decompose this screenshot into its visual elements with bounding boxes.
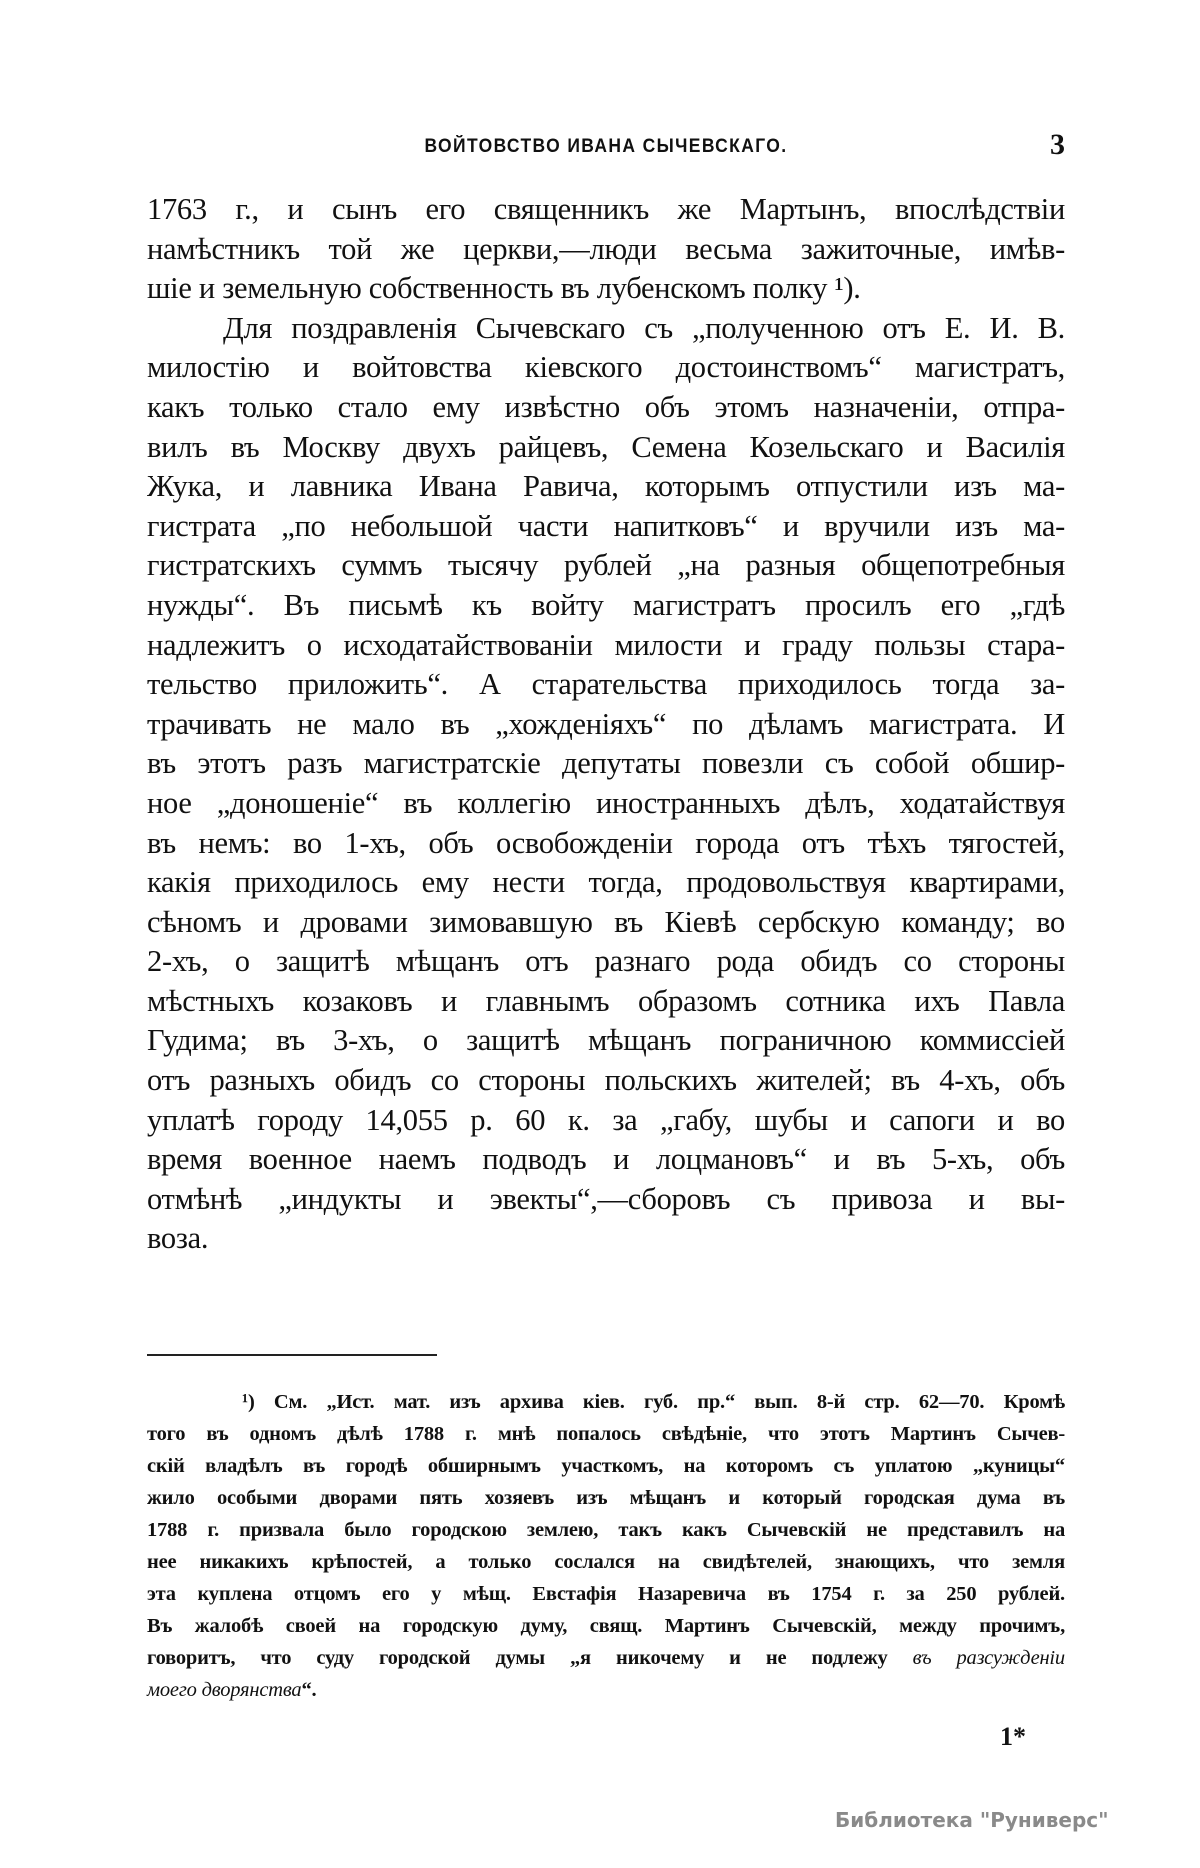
text-line: въ этотъ разъ магистратскіе депутаты повезли съ собой обшир- <box>147 746 1065 781</box>
text-line: гистрата „по небольшой части напитковъ“ и вручили изъ ма- <box>147 508 1065 543</box>
page-number: 3 <box>1050 128 1065 161</box>
text-line: 2-хъ, о защитѣ мѣщанъ отъ разнаго рода обидъ со стороны <box>147 944 1065 979</box>
text-line: отмѣнѣ „индукты и эвекты“,—сборовъ съ привоза и вы- <box>147 1181 1065 1216</box>
text-line: Гудима; въ 3-хъ, о защитѣ мѣщанъ пограничною коммиссіей <box>147 1023 1065 1058</box>
text-line: шіе и земельную собственность въ лубенскомъ полку ¹). <box>147 271 861 306</box>
footnote-line <box>147 1674 1065 1706</box>
footnote-line <box>147 1642 1065 1674</box>
footnote-italic-text: моего дворянства <box>147 1679 302 1701</box>
text-line: Для поздравленія Сычевскаго съ „полученною отъ Е. И. В. <box>223 310 1065 345</box>
text-line: въ немъ: во 1-хъ, объ освобожденіи города отъ тѣхъ тягостей, <box>147 825 1065 860</box>
signature-mark: 1* <box>1000 1722 1026 1751</box>
running-title: ВОЙТОВСТВО ИВАНА СЫЧЕВСКАГО. <box>424 136 788 157</box>
footnote-separator <box>147 1354 437 1356</box>
footnote-line: скій владѣлъ въ городѣ обширнымъ участкомъ, на которомъ съ уплатою „куницы“ <box>147 1455 1065 1477</box>
page-header <box>147 130 1065 170</box>
footnote-line: эта куплена отцомъ его у мѣщ. Евстафія Назаревича въ 1754 г. за 250 рублей. <box>147 1583 1065 1605</box>
text-line: время военное наемъ подводъ и лоцмановъ“ и въ 5-хъ, объ <box>147 1142 1065 1177</box>
text-line: нужды“. Въ письмѣ къ войту магистратъ просилъ его „гдѣ <box>147 587 1065 622</box>
footnote-text: говоритъ, что суду городской думы „я никочему и не подлежу <box>147 1647 913 1669</box>
footnote-line: нее никакихъ крѣпостей, а только сослался на свидѣтелей, знающихъ, что земля <box>147 1551 1065 1573</box>
text-line: какія приходилось ему нести тогда, продовольствуя квартирами, <box>147 865 1065 900</box>
text-line: сѣномъ и дровами зимовавшую въ Кіевѣ сербскую команду; во <box>147 904 1065 939</box>
footnote-italic-text: въ разсужденіи <box>912 1647 1065 1669</box>
footnote-text: “. <box>301 1679 317 1701</box>
text-line: трачивать не мало въ „хожденіяхъ“ по дѣламъ магистрата. И <box>147 706 1065 741</box>
text-line: мѣстныхъ козаковъ и главнымъ образомъ сотника ихъ Павла <box>147 983 1065 1018</box>
library-watermark: Библиотека "Руниверс" <box>835 1808 1109 1832</box>
footnote-line: жило особыми дворами пять хозяевъ изъ мѣщанъ и который городская дума въ <box>147 1487 1065 1509</box>
text-line: Жука, и лавника Ивана Равича, которымъ отпустили изъ ма- <box>147 469 1065 504</box>
text-line: уплатѣ городу 14,055 р. 60 к. за „габу, шубы и сапоги и во <box>147 1102 1065 1137</box>
text-line: тельство приложить“. А старательства приходилось тогда за- <box>147 667 1065 702</box>
text-line: воза. <box>147 1221 209 1256</box>
footnote <box>147 1386 1065 1706</box>
footnote-line: Въ жалобѣ своей на городскую думу, свящ. Мартинъ Сычевскій, между прочимъ, <box>147 1615 1065 1637</box>
text-line: какъ только стало ему извѣстно объ этомъ назначеніи, отпра- <box>147 389 1065 424</box>
body-text <box>147 190 1065 1259</box>
footnote-line: ¹) См. „Ист. мат. изъ архива кіев. губ. пр.“ вып. 8-й стр. 62—70. Кромѣ <box>242 1391 1065 1413</box>
footnote-line: того въ одномъ дѣлѣ 1788 г. мнѣ попалось свѣдѣніе, что этотъ Мартинъ Сычев- <box>147 1423 1065 1445</box>
text-line: 1763 г., и сынъ его священникъ же Мартынъ, впослѣдствіи <box>147 192 1065 226</box>
footnote-line: 1788 г. призвала было городскою землею, такъ какъ Сычевскій не представилъ на <box>147 1519 1065 1541</box>
text-line: ное „доношеніе“ въ коллегію иностранныхъ дѣлъ, ходатайствуя <box>147 785 1065 820</box>
text-line: вилъ въ Москву двухъ райцевъ, Семена Козельскаго и Василія <box>147 429 1065 464</box>
text-line: намѣстникъ той же церкви,—люди весьма зажиточные, имѣв- <box>147 231 1065 266</box>
text-line: отъ разныхъ обидъ со стороны польскихъ жителей; въ 4-хъ, объ <box>147 1063 1065 1098</box>
text-line: гистратскихъ суммъ тысячу рублей „на разныя общепотребныя <box>147 548 1065 583</box>
text-line: милостію и войтовства кіевского достоинствомъ“ магистратъ, <box>147 350 1065 385</box>
text-line: надлежитъ о исходатайствованіи милости и граду пользы стара- <box>147 627 1065 662</box>
